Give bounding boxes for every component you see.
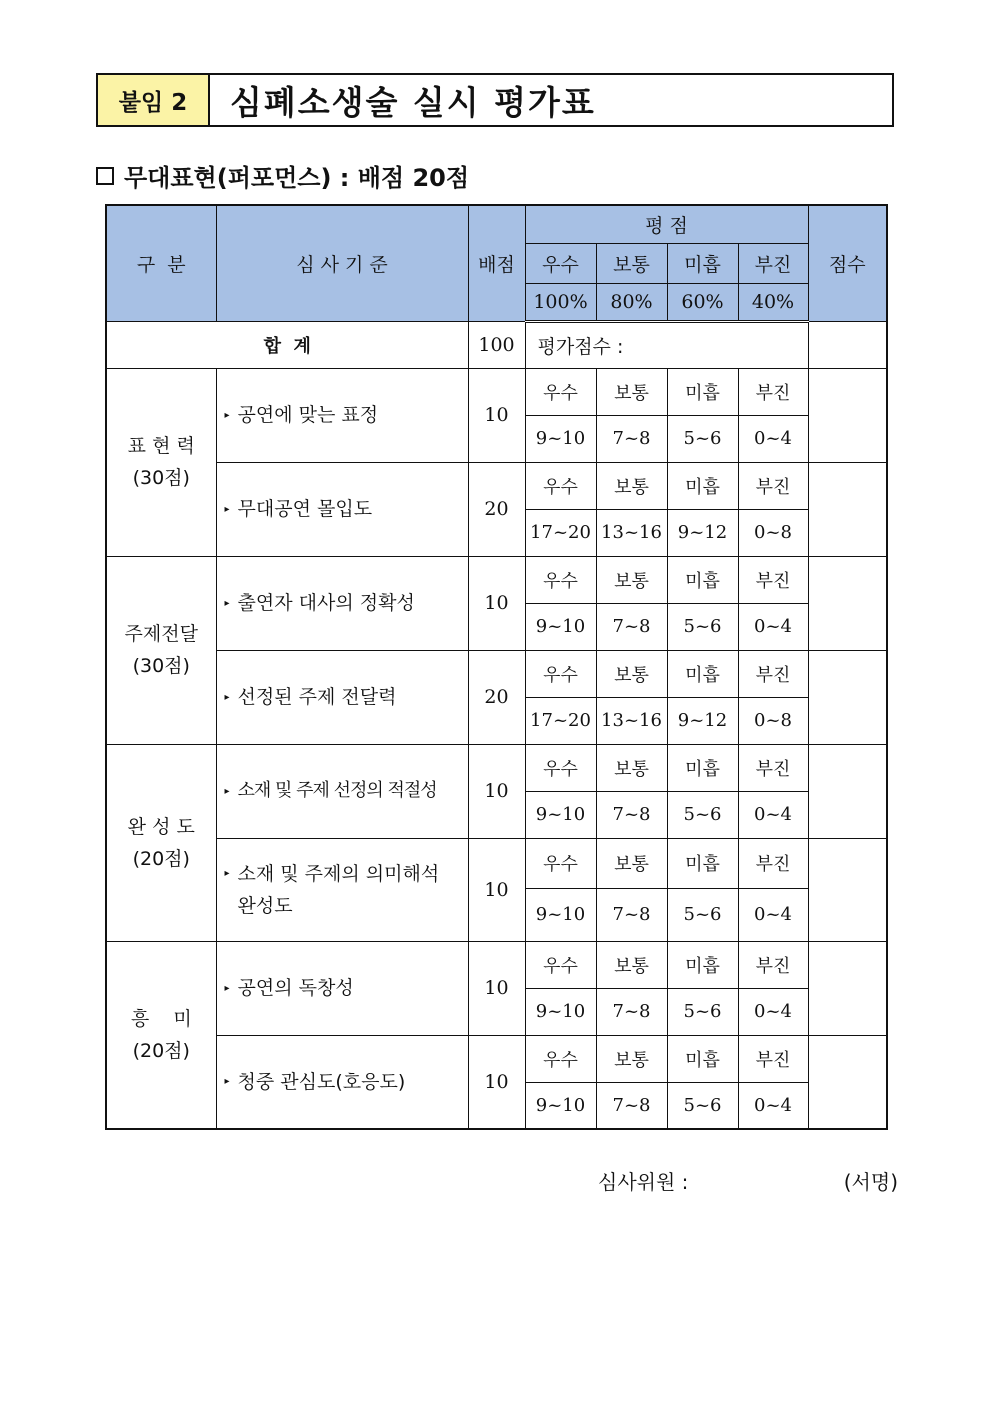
score-range: 9~10 xyxy=(525,791,596,838)
grade-label: 보통 xyxy=(596,1035,667,1082)
category-name: 주제전달 xyxy=(124,623,198,645)
grade-label: 보통 xyxy=(596,744,667,791)
total-label: 합 계 xyxy=(106,321,468,368)
header-grade: 보통 xyxy=(596,243,667,283)
header-grade: 미흡 xyxy=(667,243,738,283)
grade-label: 우수 xyxy=(525,744,596,791)
header-category: 구 분 xyxy=(106,205,216,321)
section-heading xyxy=(96,158,469,193)
score-range: 0~8 xyxy=(738,509,808,556)
score-cell[interactable] xyxy=(808,556,887,650)
score-range: 9~10 xyxy=(525,1082,596,1129)
header-percent: 80% xyxy=(596,283,667,321)
bullet-icon: ▸ xyxy=(224,597,230,609)
grade-label: 부진 xyxy=(738,650,808,697)
total-score-cell[interactable] xyxy=(808,321,887,368)
criterion-text: 공연의 독창성 xyxy=(237,977,354,999)
title-box xyxy=(96,73,894,127)
category-name: 완 성 도 xyxy=(127,815,195,838)
category-points: (20점) xyxy=(132,847,190,870)
grade-label: 부진 xyxy=(738,368,808,415)
score-range: 0~4 xyxy=(738,791,808,838)
weight-cell: 20 xyxy=(468,462,525,556)
header-grade: 우수 xyxy=(525,243,596,283)
score-range: 9~12 xyxy=(667,697,738,744)
score-cell[interactable] xyxy=(808,368,887,462)
score-range: 5~6 xyxy=(667,791,738,838)
weight-cell: 10 xyxy=(468,744,525,838)
score-range: 0~4 xyxy=(738,603,808,650)
grade-label: 미흡 xyxy=(667,744,738,791)
bullet-icon: ▸ xyxy=(224,1076,230,1088)
grade-label: 부진 xyxy=(738,556,808,603)
criterion-cell xyxy=(216,744,468,838)
criterion-cell xyxy=(216,1035,468,1129)
grade-label: 우수 xyxy=(525,650,596,697)
category-cell xyxy=(106,556,216,744)
grade-label: 미흡 xyxy=(667,1035,738,1082)
score-range: 9~10 xyxy=(525,603,596,650)
category-points: (20점) xyxy=(132,1039,190,1062)
category-name: 표 현 력 xyxy=(127,435,195,457)
header-grade: 부진 xyxy=(738,243,808,283)
score-cell[interactable] xyxy=(808,462,887,556)
grade-label: 부진 xyxy=(738,744,808,791)
score-range: 9~10 xyxy=(525,888,596,941)
grade-label: 보통 xyxy=(596,941,667,988)
grade-label: 미흡 xyxy=(667,462,738,509)
signature-line xyxy=(598,1166,898,1195)
weight-cell: 10 xyxy=(468,1035,525,1129)
score-cell[interactable] xyxy=(808,1035,887,1129)
header-percent: 40% xyxy=(738,283,808,321)
score-range: 9~10 xyxy=(525,988,596,1035)
criterion-text: 무대공연 몰입도 xyxy=(237,498,373,520)
category-name: 흥 미 xyxy=(130,1007,192,1030)
criterion-text: 출연자 대사의 정확성 xyxy=(237,592,415,614)
criterion-text: 선정된 주제 전달력 xyxy=(237,686,397,708)
score-range: 7~8 xyxy=(596,888,667,941)
grade-label: 미흡 xyxy=(667,838,738,888)
score-range: 7~8 xyxy=(596,988,667,1035)
weight-cell: 20 xyxy=(468,650,525,744)
score-range: 0~4 xyxy=(738,1082,808,1129)
signature-suffix: (서명) xyxy=(843,1170,898,1194)
grade-label: 보통 xyxy=(596,462,667,509)
score-range: 5~6 xyxy=(667,888,738,941)
score-range: 17~20 xyxy=(525,697,596,744)
grade-label: 보통 xyxy=(596,556,667,603)
criterion-cell xyxy=(216,941,468,1035)
header-criteria: 심 사 기 준 xyxy=(216,205,468,321)
grade-label: 보통 xyxy=(596,650,667,697)
score-range: 5~6 xyxy=(667,988,738,1035)
criterion-text: 공연에 맞는 표정 xyxy=(237,404,379,426)
category-points: (30점) xyxy=(132,467,190,489)
score-range: 7~8 xyxy=(596,1082,667,1129)
score-range: 5~6 xyxy=(667,603,738,650)
grade-label: 미흡 xyxy=(667,368,738,415)
criterion-cell xyxy=(216,556,468,650)
score-range: 13~16 xyxy=(596,697,667,744)
weight-cell: 10 xyxy=(468,556,525,650)
criterion-cell xyxy=(216,462,468,556)
score-range: 5~6 xyxy=(667,1082,738,1129)
header-score: 점수 xyxy=(808,205,887,321)
grade-label: 부진 xyxy=(738,1035,808,1082)
grade-label: 미흡 xyxy=(667,941,738,988)
bullet-icon: ▸ xyxy=(224,982,230,994)
weight-cell: 10 xyxy=(468,838,525,941)
grade-label: 미흡 xyxy=(667,556,738,603)
evaluation-table xyxy=(105,204,888,1130)
header-percent: 60% xyxy=(667,283,738,321)
score-range: 17~20 xyxy=(525,509,596,556)
score-range: 7~8 xyxy=(596,415,667,462)
score-range: 7~8 xyxy=(596,791,667,838)
grade-label: 보통 xyxy=(596,368,667,415)
criterion-cell xyxy=(216,368,468,462)
score-cell[interactable] xyxy=(808,838,887,941)
checkbox-square-icon xyxy=(96,167,114,185)
grade-label: 부진 xyxy=(738,462,808,509)
category-points: (30점) xyxy=(132,655,190,677)
total-points: 100 xyxy=(468,321,525,368)
criterion-text: 청중 관심도(호응도) xyxy=(237,1070,406,1093)
grade-label: 부진 xyxy=(738,838,808,888)
header-percent: 100% xyxy=(525,283,596,321)
score-range: 9~12 xyxy=(667,509,738,556)
grade-label: 우수 xyxy=(525,941,596,988)
bullet-icon: ▸ xyxy=(224,409,230,421)
category-cell xyxy=(106,744,216,941)
score-cell[interactable] xyxy=(808,650,887,744)
bullet-icon: ▸ xyxy=(224,785,230,797)
category-cell xyxy=(106,368,216,556)
grade-label: 미흡 xyxy=(667,650,738,697)
weight-cell: 10 xyxy=(468,941,525,1035)
score-range: 9~10 xyxy=(525,415,596,462)
bullet-icon: ▸ xyxy=(224,503,230,515)
score-range: 5~6 xyxy=(667,415,738,462)
criterion-text: 소재 및 주제의 의미해석 완성도 xyxy=(237,862,440,917)
score-cell[interactable] xyxy=(808,744,887,838)
grade-label: 우수 xyxy=(525,368,596,415)
grade-label: 우수 xyxy=(525,556,596,603)
header-grading: 평 점 xyxy=(525,205,808,243)
score-range: 0~4 xyxy=(738,988,808,1035)
grade-label: 부진 xyxy=(738,941,808,988)
criterion-cell xyxy=(216,838,468,941)
bullet-icon: ▸ xyxy=(224,867,230,879)
attachment-tag: 붙임 2 xyxy=(98,75,210,125)
score-range: 0~4 xyxy=(738,415,808,462)
grade-label: 보통 xyxy=(596,838,667,888)
section-heading-text: 무대표현(퍼포먼스) : 배점 20점 xyxy=(124,164,470,192)
header-weight: 배점 xyxy=(468,205,525,321)
score-range: 7~8 xyxy=(596,603,667,650)
eval-score-label: 평가점수 : xyxy=(525,321,808,368)
page-title: 심폐소생술 실시 평가표 xyxy=(230,82,596,122)
criterion-cell xyxy=(216,650,468,744)
signature-label: 심사위원 : xyxy=(598,1170,689,1194)
bullet-icon: ▸ xyxy=(224,691,230,703)
weight-cell: 10 xyxy=(468,368,525,462)
criterion-text: 소재 및 주제 선정의 적절성 xyxy=(237,780,437,801)
score-range: 0~4 xyxy=(738,888,808,941)
score-range: 13~16 xyxy=(596,509,667,556)
grade-label: 우수 xyxy=(525,462,596,509)
grade-label: 우수 xyxy=(525,838,596,888)
score-cell[interactable] xyxy=(808,941,887,1035)
category-cell xyxy=(106,941,216,1129)
score-range: 0~8 xyxy=(738,697,808,744)
grade-label: 우수 xyxy=(525,1035,596,1082)
